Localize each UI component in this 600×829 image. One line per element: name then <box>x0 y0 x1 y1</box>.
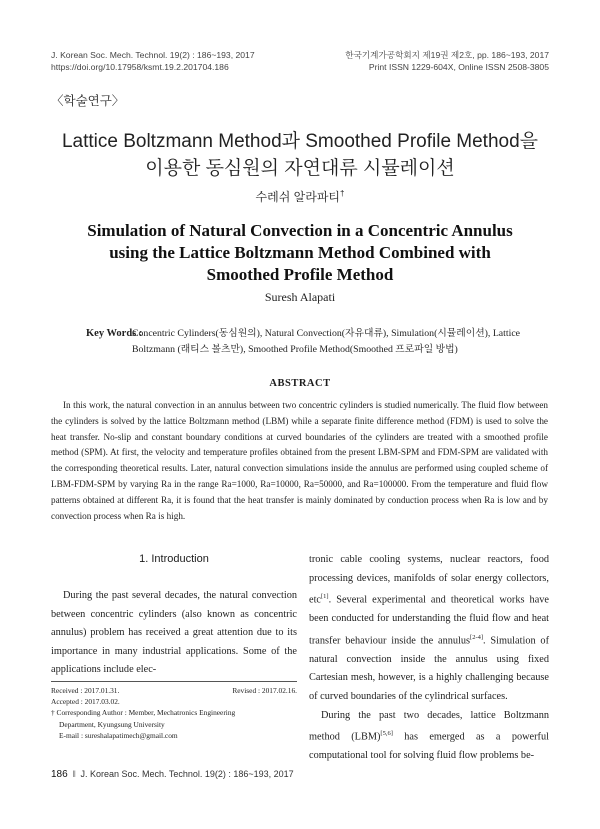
english-title-line-1: Simulation of Natural Convection in a Concentric Annulus <box>87 221 513 240</box>
keywords-block <box>86 326 551 358</box>
corresponding-email[interactable]: E-mail : sureshalapatimech@gmail.com <box>59 730 178 740</box>
running-header-left <box>51 49 255 73</box>
english-title <box>0 220 600 286</box>
korean-author-name: 수레쉬 알라파티 <box>255 190 341 204</box>
intro-text: . Simulation of natural convection inside the annulus using fixed Cartesian mesh, however, is a highly challenging because of curved boundaries of the cylindrical surfaces. <box>309 635 549 702</box>
korean-title <box>0 128 600 182</box>
keywords-label: Key Words : <box>86 328 143 339</box>
received-revised-row <box>51 685 297 696</box>
intro-text: has emerged as a powerful computational tool for solving fluid flow problems be- <box>309 731 549 762</box>
corresponding-author: † Corresponding Author : Member, Mechatronics Engineering <box>51 708 236 718</box>
english-author: Suresh Alapati <box>264 290 336 304</box>
running-header-right <box>345 49 549 73</box>
footer-separator: ‖ <box>72 769 76 779</box>
intro-paragraph-2 <box>309 707 549 766</box>
issn-line: Print ISSN 1229-604X, Online ISSN 2508-3805 <box>368 62 549 72</box>
corresponding-mark: † <box>340 189 345 198</box>
journal-citation: J. Korean Soc. Mech. Technol. 19(2) : 186~193, 2017 <box>51 50 255 60</box>
english-title-line-3: Smoothed Profile Method <box>206 265 394 284</box>
footnotes-block <box>51 685 297 741</box>
accepted-date: Accepted : 2017.03.02. <box>51 697 120 707</box>
page-footer <box>51 769 294 780</box>
abstract-heading: ABSTRACT <box>269 378 331 389</box>
abstract-text: In this work, the natural convection in an annulus between two concentric cylinders is studied numerically. The fluid flow between the cylinders is solved by the lattice Boltzmann method (LBM) while a separate finite difference method (FDM) is used to solve the heat transfer. No-slip and constant boundary conditions at curved boundaries of the cylinders are treated with a smoothed profile method (SPM). At first, the velocity and temperature profiles obtained from the present LBM-SPM and FDM-SPM are validated with the corresponding theoretical results. Later, natural convection simulations inside the annulus are performed using coupled scheme of LBM-FDM-SPM by varying Ra in the range Ra=1000, Ra=10000, Ra=50000, and Ra=100000. From the temperature and fluid flow patterns obtained at different Ra, it is found that the heat transfer is mainly dominated by conduction process when Ra is low and by convection process when Ra is high. <box>51 400 548 521</box>
intro-text: During the past two decades, lattice Boltzmann method (LBM) <box>309 709 549 743</box>
citation-ref[interactable]: [1] <box>321 593 329 601</box>
footnote-divider <box>51 681 297 682</box>
korean-title-line-1: Lattice Boltzmann Method과 Smoothed Profile Method을 <box>61 131 539 152</box>
english-title-line-2: using the Lattice Boltzmann Method Combined with <box>109 243 491 262</box>
corresponding-affiliation: Department, Kyungsung University <box>59 719 165 729</box>
citation-ref[interactable]: [2-4] <box>470 633 484 641</box>
journal-citation-korean: 한국기계가공학회지 제19권 제2호, pp. 186~193, 2017 <box>345 50 549 60</box>
intro-left-column: During the past several decades, the natural convection between concentric cylinders (also known as concentric annulus) problem has received a great attention due to its importance in many industrial applications. Some of the applications include elec- <box>51 590 297 676</box>
intro-text: tronic cable cooling systems, nuclear reactors, food processing devices, manifolds of solar energy collectors, etc <box>309 554 549 606</box>
page-number: 186 <box>51 769 68 780</box>
footer-journal: J. Korean Soc. Mech. Technol. 19(2) : 186~193, 2017 <box>80 769 294 779</box>
intro-right-column <box>309 551 549 766</box>
received-date: Received : 2017.01.31. <box>51 686 120 695</box>
article-category: 〈학술연구〉 <box>51 94 125 108</box>
doi-link[interactable]: https://doi.org/10.17958/ksmt.19.2.201704.186 <box>51 62 229 72</box>
intro-text: . Several experimental and theoretical works have been conducted for understanding the fluid flow and heat transfer behaviour inside the annulus <box>309 594 549 647</box>
revised-date: Revised : 2017.02.16. <box>232 686 297 695</box>
korean-author <box>0 188 600 205</box>
korean-title-line-2: 이용한 동심원의 자연대류 시뮬레이션 <box>145 158 455 179</box>
keywords-text: Concentric Cylinders(동심원의), Natural Convection(자유대류), Simulation(시뮬레이션), Lattice Boltzmann (래티스 볼츠만), Smoothed Profile Method(Smoothed 프로파일 방법) <box>132 328 521 355</box>
citation-ref[interactable]: [5,6] <box>380 730 393 738</box>
section-heading-introduction: 1. Introduction <box>139 553 209 565</box>
intro-paragraph-1 <box>309 551 549 707</box>
